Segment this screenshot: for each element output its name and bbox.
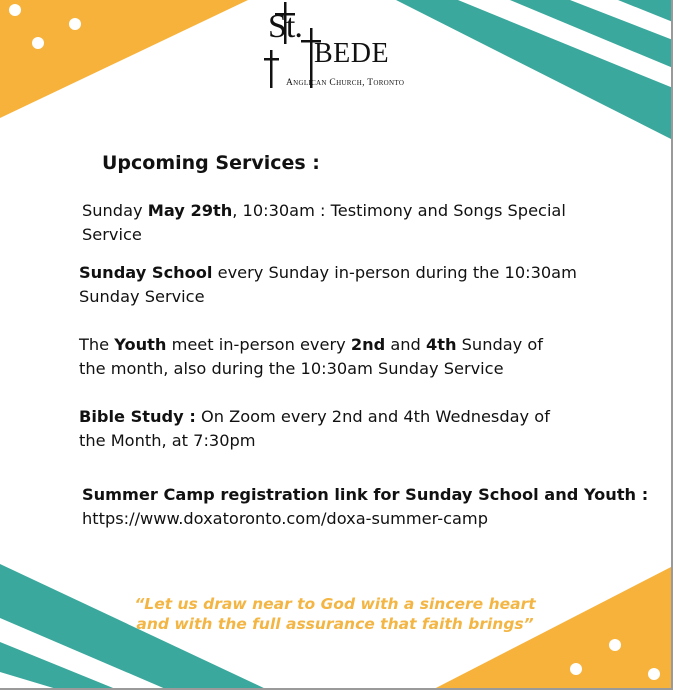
sunday-school-label: Sunday School <box>79 263 213 282</box>
youth-line2: the month, also during the 10:30am Sunday Service <box>79 359 504 378</box>
bottom-right-dot-3 <box>648 668 660 680</box>
bible-study-line2: the Month, at 7:30pm <box>79 431 256 450</box>
youth-mid1: meet in-person every <box>166 335 351 354</box>
summer-camp-text <box>82 483 648 531</box>
sunday-school-text <box>79 261 577 309</box>
scripture-quote <box>100 594 570 634</box>
top-left-orange-shape <box>0 0 248 118</box>
logo-st: St. <box>268 8 302 45</box>
special-service-text <box>82 199 566 247</box>
sunday-school-rest: every Sunday in-person during the 10:30am <box>212 263 577 282</box>
summer-camp-link[interactable]: https://www.doxatoronto.com/doxa-summer-camp <box>82 509 488 528</box>
bible-study-label: Bible Study : <box>79 407 196 426</box>
bible-study-rest: On Zoom every 2nd and 4th Wednesday of <box>195 407 550 426</box>
youth-text <box>79 333 543 381</box>
top-left-dot-1 <box>9 4 21 16</box>
page-title: Upcoming Services : <box>102 152 320 174</box>
top-right-teal-stripe-1 <box>396 0 673 140</box>
quote-line-1: “Let us draw near to God with a sincere heart <box>134 595 536 613</box>
top-right-teal-stripe-3 <box>618 0 673 22</box>
sunday-school-line2: Sunday Service <box>79 287 205 306</box>
logo-subtitle: Anglican Church, Toronto <box>286 78 405 88</box>
special-pre: Sunday <box>82 201 148 220</box>
special-date: May 29th <box>147 201 233 220</box>
summer-camp-label: Summer Camp registration link for Sunday School and Youth : <box>82 485 649 504</box>
church-logo <box>262 0 412 96</box>
top-left-dot-2 <box>69 18 81 30</box>
logo-bede: BEDE <box>314 38 390 69</box>
quote-line-2: and with the full assurance that faith brings” <box>136 615 534 633</box>
special-rest: , 10:30am : Testimony and Songs Special <box>232 201 566 220</box>
special-line2: Service <box>82 225 142 244</box>
bottom-right-dot-1 <box>570 663 582 675</box>
youth-label: Youth <box>114 335 167 354</box>
bible-study-text <box>79 405 550 453</box>
youth-4th: 4th <box>425 335 457 354</box>
youth-mid3: Sunday of <box>456 335 543 354</box>
youth-mid2: and <box>385 335 426 354</box>
youth-2nd: 2nd <box>350 335 386 354</box>
bottom-right-dot-2 <box>609 639 621 651</box>
top-left-dot-3 <box>32 37 44 49</box>
youth-pre: The <box>79 335 115 354</box>
